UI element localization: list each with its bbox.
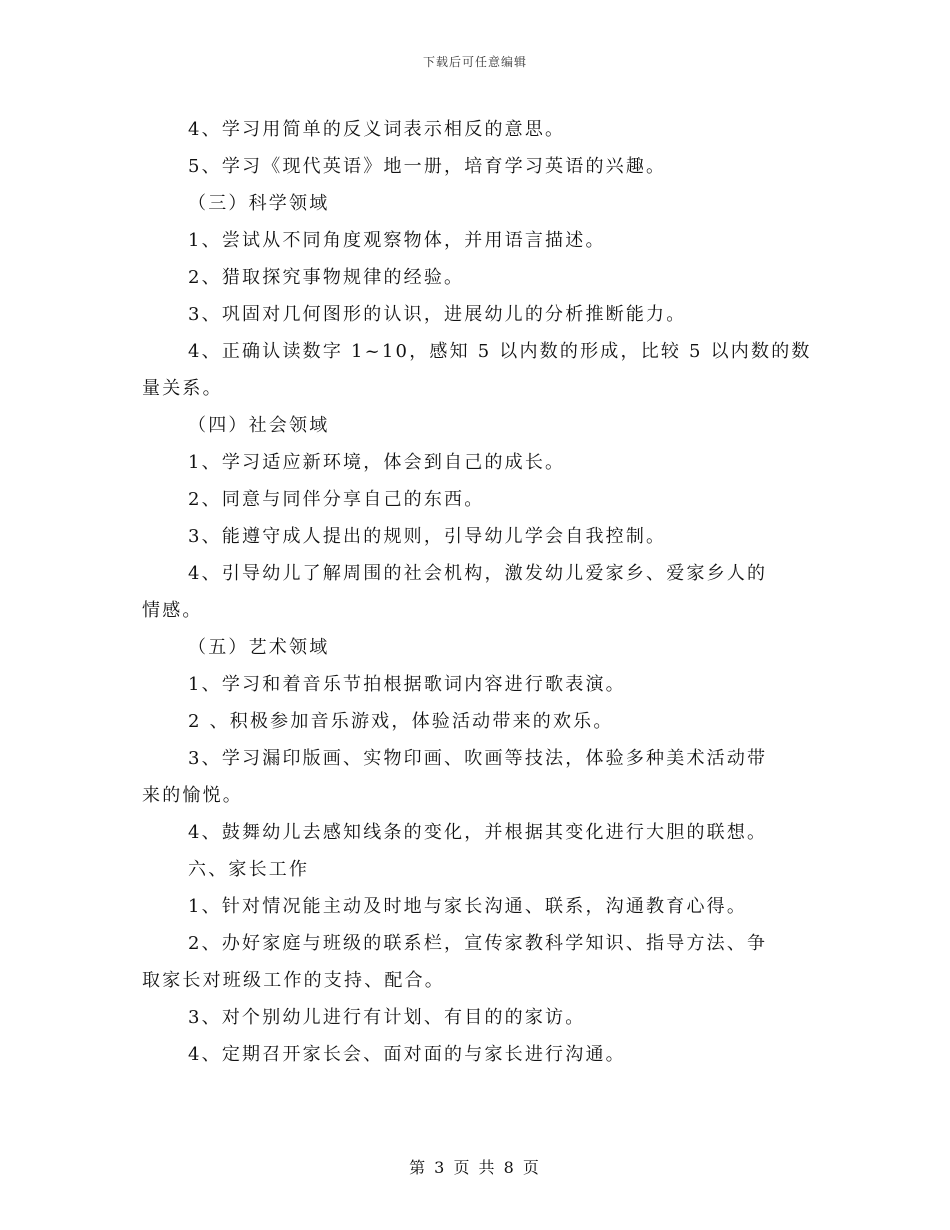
section-heading: 六、家长工作 [188,859,310,880]
text-line: 情感。 [142,600,203,621]
text-line: 1、学习适应新环境，体会到自己的成长。 [188,452,566,473]
text-line: 1、针对情况能主动及时地与家长沟通、联系，沟通教育心得。 [188,896,748,917]
page-header: 下载后可任意编辑 [422,55,527,69]
section-heading: （五）艺术领域 [188,637,330,658]
text-line: 3、学习漏印版画、实物印画、吹画等技法，体验多种美术活动带 [188,748,768,769]
text-line: 取家长对班级工作的支持、配合。 [142,970,445,991]
page-footer: 第 3 页 共 8 页 [409,1158,541,1177]
text-line: 量关系。 [142,378,223,399]
text-line: 3、能遵守成人提出的规则，引导幼儿学会自我控制。 [188,526,667,547]
section-heading: （三）科学领域 [188,193,330,214]
text-line: 来的愉悦。 [142,785,243,806]
text-line: 2、同意与同伴分享自己的东西。 [188,489,485,510]
text-line: 4、定期召开家长会、面对面的与家长进行沟通。 [188,1044,626,1065]
text-line: 2 、积极参加音乐游戏，体验活动带来的欢乐。 [188,711,614,732]
text-line: 3、对个别幼儿进行有计划、有目的的家访。 [188,1007,586,1028]
text-line: 5、学习《现代英语》地一册，培育学习英语的兴趣。 [188,156,667,177]
text-line: 2、办好家庭与班级的联系栏，宣传家教科学知识、指导方法、争 [188,933,768,954]
document-body [142,111,810,1073]
section-heading: （四）社会领域 [188,415,330,436]
text-line: 4、引导幼儿了解周围的社会机构，激发幼儿爱家乡、爱家乡人的 [188,563,768,584]
text-line: 1、学习和着音乐节拍根据歌词内容进行歌表演。 [188,674,626,695]
text-line: 4、正确认读数字 1~10，感知 5 以内数的形成，比较 5 以内数的数 [188,341,812,362]
text-line: 4、鼓舞幼儿去感知线条的变化，并根据其变化进行大胆的联想。 [188,822,768,843]
text-line: 4、学习用简单的反义词表示相反的意思。 [188,119,566,140]
text-line: 3、巩固对几何图形的认识，进展幼儿的分析推断能力。 [188,304,687,325]
text-line: 1、尝试从不同角度观察物体，并用语言描述。 [188,230,606,251]
text-line: 2、猎取探究事物规律的经验。 [188,267,465,288]
